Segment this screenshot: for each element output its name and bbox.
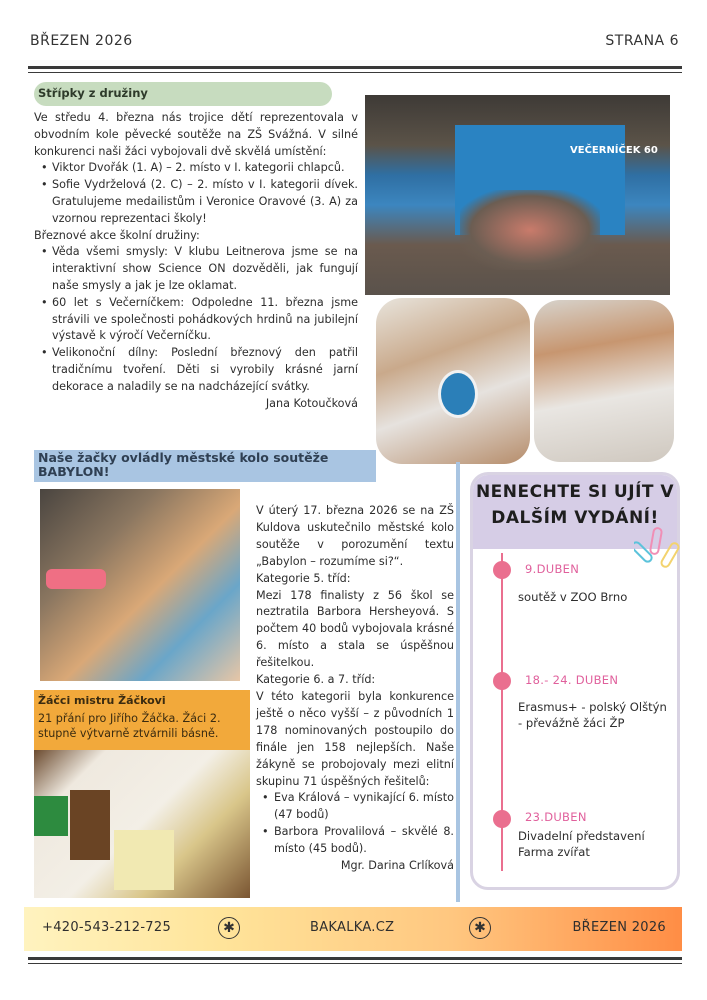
result-item: • Barbora Provalilová – skvělé 8. místo (45 bodů). (274, 824, 454, 858)
paperclips-icon (634, 526, 686, 576)
category-text: V této kategorii byla konkurence ještě o něco vyšší – z původních 1 178 nominovaných postoupilo do finále jen 158 nejlepších. Naše žákyně se probojovaly mezi elitní skupinu 71 úspěšných řešitelů: (256, 689, 454, 788)
zacek-caption-box (34, 690, 250, 750)
drawing-card (114, 830, 174, 890)
zacek-title: Žáčci mistru Žáčkovi (38, 694, 166, 707)
event-date: 9.DUBEN (525, 562, 580, 576)
action-item: • 60 let s Večerníčkem: Odpoledne 11. března jsme strávili ve společnosti pohádkových hrdinů na jubilejní výstavě k výročí Večerníčku. (52, 295, 358, 345)
babylon-intro: V úterý 17. března 2026 se na ZŠ Kuldova uskutečnilo městské kolo soutěže v porozumění textu „Babylon – rozumíme si?“. (256, 504, 454, 568)
action-item: • Velikonoční dílny: Poslední březnový den patřil tradičnímu tvoření. Děti si vyrobily krásné jarní dekorace a naladily se na nadcházející svátky. (52, 345, 358, 395)
babylon-results (256, 790, 454, 858)
footer-rule-thick (28, 957, 682, 960)
next-issue-title: NENECHTE SI UJÍT V DALŠÍM VYDÁNÍ! (473, 475, 677, 549)
footer-website[interactable]: BAKALKA.CZ (310, 920, 395, 935)
event-date: 18.- 24. DUBEN (525, 673, 619, 687)
vecernicek-sign: VEČERNÍČEK 60 (570, 145, 658, 156)
page-number: STRANA 6 (605, 33, 679, 49)
drawing-card (70, 790, 110, 860)
category-title: Kategorie 5. tříd: (256, 571, 351, 585)
vecernicek-exhibition-photo (365, 95, 670, 295)
event-text: Erasmus+ - polský Olštýn - převážně žáci ŽP (518, 700, 667, 730)
druzina-author: Jana Kotoučková (265, 396, 358, 410)
event-text: soutěž v ZOO Brno (518, 590, 628, 604)
babylon-heading: Naše žačky ovládly městské kolo soutěže BABYLON! (34, 450, 376, 482)
babylon-students-photo (40, 489, 240, 681)
children-group (460, 190, 600, 270)
footer-issue: BŘEZEN 2026 (572, 920, 666, 935)
painted-egg (438, 370, 478, 418)
header-rule-thick (28, 66, 682, 69)
footer-phone: +420-543-212-725 (42, 920, 172, 935)
footer-rule-thin (28, 963, 682, 964)
category-text: Mezi 178 finalisty z 56 škol se neztratila Barbora Hersheyová. S počtem 40 bodů vybojovala krásné 6. místo a stala se úspěšnou řešitelkou. (256, 588, 454, 670)
pink-headband (46, 569, 106, 589)
timeline-dot (493, 561, 511, 579)
druzina-article (34, 110, 358, 412)
result-item: • Eva Králová – vynikající 6. místo (47 bodů) (274, 790, 454, 824)
issue-date: BŘEZEN 2026 (30, 33, 133, 49)
asterisk-circle-icon: ✱ (469, 917, 491, 939)
result-item: • Viktor Dvořák (1. A) – 2. místo v I. kategorii chlapců. (52, 160, 358, 177)
druzina-intro: Ve středu 4. března nás trojice dětí reprezentovala v obvodním kole pěvecké soutěže na ZŠ Svážná. V silné konkurenci naši žáci vybojovali dvě skvělá umístění: (34, 111, 358, 158)
result-item: • Sofie Vydrželová (2. C) – 2. místo v I. kategorii dívek. Gratulujeme medailistům i Veronice Oravové (3. A) za vzornou reprezentaci školy! (52, 177, 358, 227)
category-title: Kategorie 6. a 7. tříd: (256, 673, 376, 687)
column-divider (456, 462, 460, 902)
druzina-results (34, 160, 358, 227)
druzina-heading: Střípky z družiny (34, 82, 332, 106)
drawing-card (34, 796, 68, 836)
easter-craft-photo-girls (376, 298, 530, 464)
timeline-dot (493, 672, 511, 690)
easter-craft-photo-boys (534, 300, 674, 462)
action-item: • Věda všemi smysly: V klubu Leitnerova jsme se na interaktivní show Science ON dozvěděli, jak fungují naše smysly a jak je lze oklamat. (52, 244, 358, 294)
event-text: Divadelní představení Farma zvířat (518, 829, 645, 859)
babylon-article (256, 503, 454, 875)
asterisk-circle-icon: ✱ (218, 917, 240, 939)
druzina-actions (34, 244, 358, 395)
header-rule-thin (28, 72, 682, 73)
timeline-dot (493, 810, 511, 828)
student-drawings-photo (34, 750, 250, 898)
babylon-author: Mgr. Darina Crlíková (340, 859, 454, 873)
footer-bar (24, 907, 682, 951)
actions-title: Březnové akce školní družiny: (34, 228, 200, 242)
zacek-text: 21 přání pro Jiřího Žáčka. Žáci 2. stupně výtvarně ztvárnili básně. (38, 712, 221, 740)
event-date: 23.DUBEN (525, 810, 587, 824)
